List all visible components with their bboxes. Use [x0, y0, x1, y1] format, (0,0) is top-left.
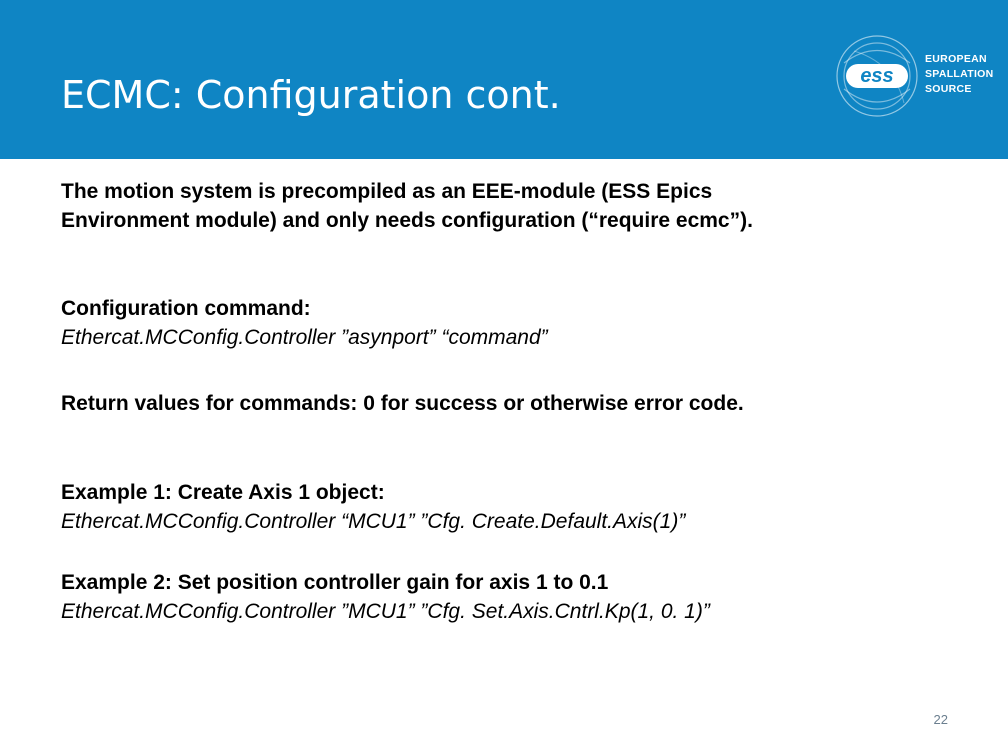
example-2-command: Ethercat.MCConfig.Controller ”MCU1” ”Cfg. Set.Axis.Cntrl.Kp(1, 0. 1)” [61, 600, 710, 623]
example-2-block [61, 568, 710, 626]
slide-header [0, 0, 1008, 159]
ess-logo-icon [834, 33, 920, 119]
return-values-text: Return values for commands: 0 for success or otherwise error code. [61, 392, 744, 415]
config-heading: Configuration command: [61, 297, 311, 320]
intro-line-1: The motion system is precompiled as an EEE-module (ESS Epics [61, 180, 713, 203]
logo-line-1: EUROPEAN [925, 53, 987, 65]
logo-line-3: SOURCE [925, 83, 972, 95]
ess-logo [834, 33, 994, 119]
logo-line-2: SPALLATION [925, 68, 994, 80]
intro-line-2: Environment module) and only needs configuration (“require ecmc”). [61, 209, 753, 232]
ess-wordmark: ess [860, 65, 894, 87]
example-1-command: Ethercat.MCConfig.Controller “MCU1” ”Cfg. Create.Default.Axis(1)” [61, 510, 686, 533]
return-values-block [61, 389, 744, 418]
ess-logo-text [925, 52, 994, 97]
example-1-heading: Example 1: Create Axis 1 object: [61, 481, 385, 504]
config-command-block [61, 294, 548, 352]
example-2-heading: Example 2: Set position controller gain for axis 1 to 0.1 [61, 571, 609, 594]
slide-title: ECMC: Configuration cont. [61, 73, 561, 117]
example-1-block [61, 478, 685, 536]
page-number: 22 [933, 712, 948, 727]
config-syntax: Ethercat.MCConfig.Controller ”asynport” “command” [61, 326, 548, 349]
intro-paragraph [61, 177, 753, 235]
